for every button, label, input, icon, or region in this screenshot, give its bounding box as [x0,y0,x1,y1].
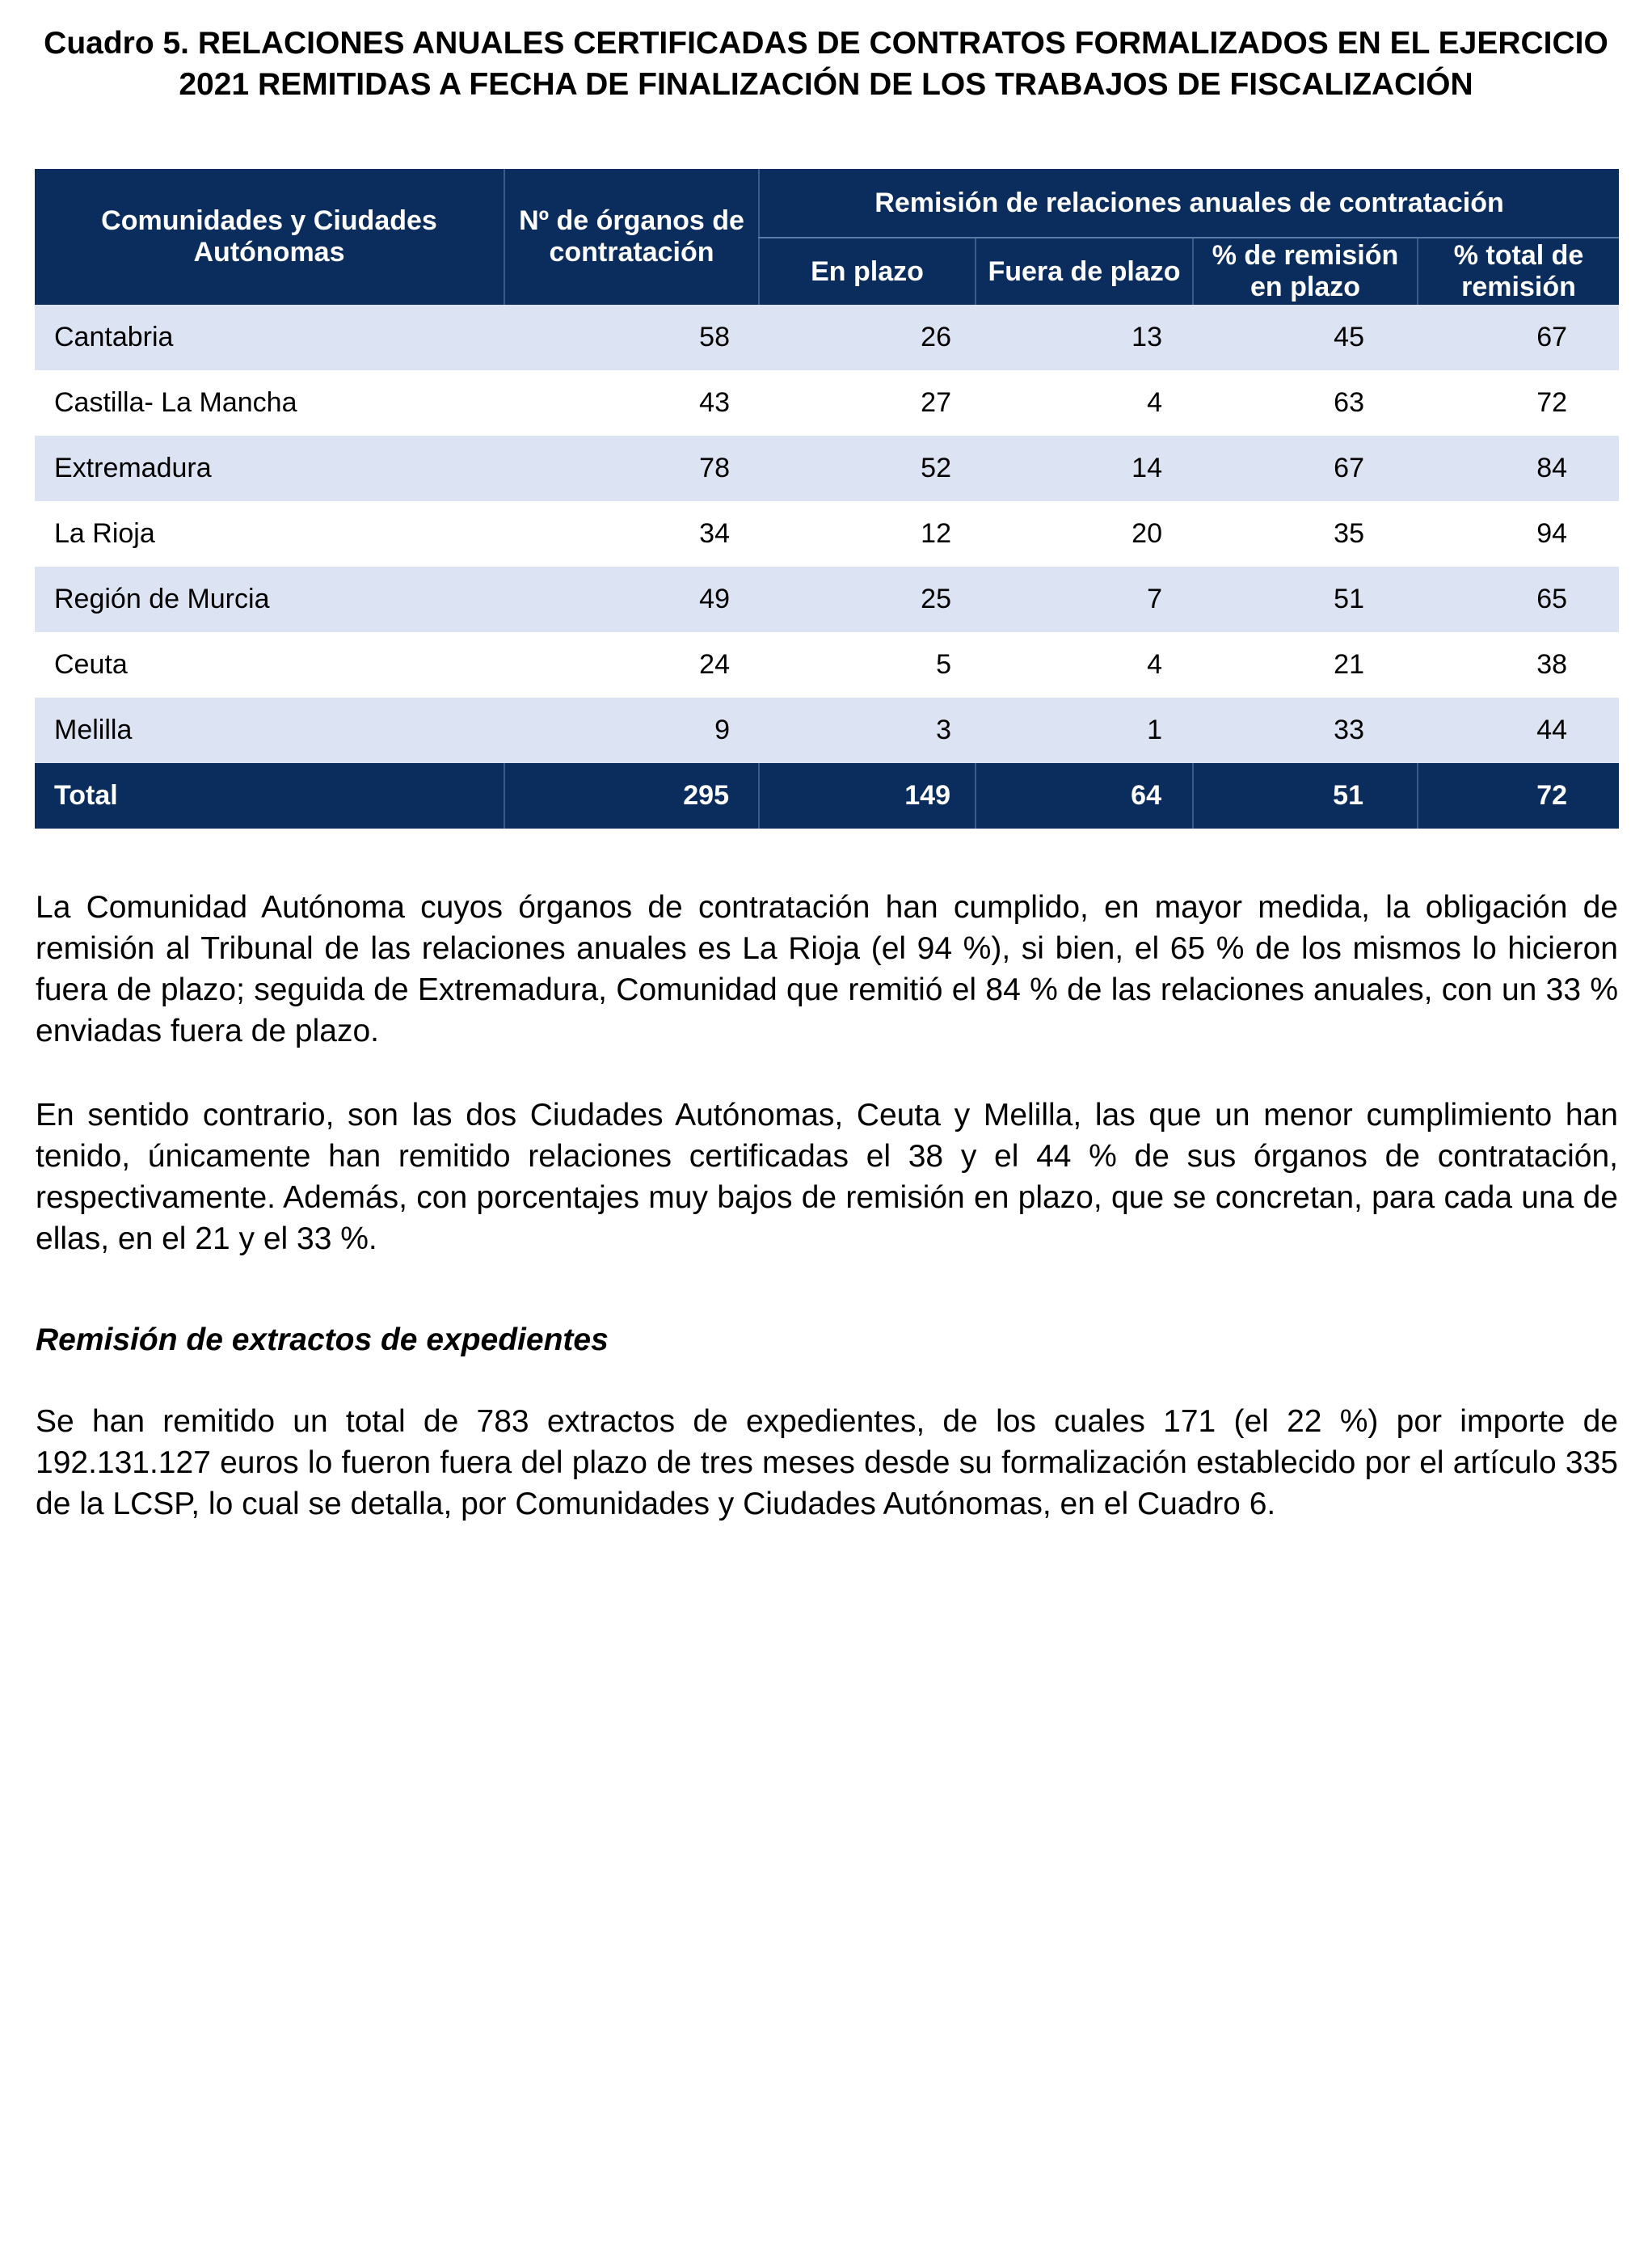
cell-en-plazo: 52 [759,436,976,501]
cell-organos: 78 [504,436,759,501]
cell-pct-plazo: 51 [1193,567,1418,632]
cell-organos: 43 [504,370,759,436]
cell-fuera-plazo: 13 [976,305,1193,370]
cell-en-plazo: 5 [759,632,976,698]
cell-pct-total: 65 [1418,567,1619,632]
cell-en-plazo: 25 [759,567,976,632]
cell-fuera-plazo: 4 [976,632,1193,698]
cell-pct-total: 67 [1418,305,1619,370]
cell-fuera-plazo: 20 [976,501,1193,567]
header-comunidades: Comunidades y Ciudades Autónomas [35,169,504,305]
row-name: La Rioja [35,501,504,567]
total-fuera-plazo: 64 [976,763,1193,829]
total-pct-plazo: 51 [1193,763,1418,829]
cell-pct-total: 44 [1418,698,1619,763]
cell-pct-plazo: 35 [1193,501,1418,567]
table-row [35,567,1619,632]
table-title: Cuadro 5. RELACIONES ANUALES CERTIFICADAS DE CONTRATOS FORMALIZADOS EN EL EJERCICIO 2021 REMITIDAS A FECHA DE FINALIZACIÓN DE LOS TRABAJOS DE FISCALIZACIÓN [44,26,1608,102]
cell-pct-total: 94 [1418,501,1619,567]
cell-fuera-plazo: 14 [976,436,1193,501]
cell-pct-total: 72 [1418,370,1619,436]
row-name: Extremadura [35,436,504,501]
cell-en-plazo: 3 [759,698,976,763]
row-name: Melilla [35,698,504,763]
cell-en-plazo: 27 [759,370,976,436]
cell-fuera-plazo: 1 [976,698,1193,763]
total-en-plazo: 149 [759,763,976,829]
cell-pct-plazo: 45 [1193,305,1418,370]
header-pct-plazo: % de remisión en plazo [1193,238,1418,305]
section-heading: Remisión de extractos de expedientes [36,1322,609,1357]
cell-organos: 49 [504,567,759,632]
cell-pct-total: 84 [1418,436,1619,501]
header-organos: Nº de órganos de contratación [504,169,759,305]
cell-organos: 9 [504,698,759,763]
contracts-table [35,169,1619,829]
cell-pct-total: 38 [1418,632,1619,698]
paragraph-la-rioja: La Comunidad Autónoma cuyos órganos de contratación han cumplido, en mayor medida, la obligación de remisión al Tribunal de las relaciones anuales es La Rioja (el 94 %), si bien, el 65 % de los mismos lo hicieron fuera de plazo; seguida de Extremadura, Comunidad que remitió el 84 % de las relaciones anuales, con un 33 % enviadas fuera de plazo. [36,890,1618,1048]
cell-en-plazo: 26 [759,305,976,370]
table-total-row [35,763,1619,829]
row-name: Región de Murcia [35,567,504,632]
cell-pct-plazo: 67 [1193,436,1418,501]
cell-pct-plazo: 33 [1193,698,1418,763]
header-remision-group: Remisión de relaciones anuales de contratación [759,169,1619,238]
header-en-plazo: En plazo [759,238,976,305]
table-row [35,305,1619,370]
cell-en-plazo: 12 [759,501,976,567]
cell-fuera-plazo: 4 [976,370,1193,436]
total-pct-total: 72 [1418,763,1619,829]
cell-organos: 34 [504,501,759,567]
cell-pct-plazo: 21 [1193,632,1418,698]
paragraph-ceuta-melilla: En sentido contrario, son las dos Ciudades Autónomas, Ceuta y Melilla, las que un menor cumplimiento han tenido, únicamente han remitido relaciones certificadas el 38 y el 44 % de sus órganos de contratación, respectivamente. Además, con porcentajes muy bajos de remisión en plazo, que se concretan, para cada una de ellas, en el 21 y el 33 %. [36,1098,1618,1256]
cell-organos: 58 [504,305,759,370]
table-row [35,436,1619,501]
paragraph-extractos: Se han remitido un total de 783 extractos de expedientes, de los cuales 171 (el 22 %) por importe de 192.131.127 euros lo fueron fuera del plazo de tres meses desde su formalización establecido por el artículo 335 de la LCSP, lo cual se detalla, por Comunidades y Ciudades Autónomas, en el Cuadro 6. [36,1404,1618,1521]
total-organos: 295 [504,763,759,829]
table-row [35,370,1619,436]
row-name: Castilla- La Mancha [35,370,504,436]
header-fuera-plazo: Fuera de plazo [976,238,1193,305]
cell-fuera-plazo: 7 [976,567,1193,632]
cell-organos: 24 [504,632,759,698]
total-label: Total [35,763,504,829]
row-name: Ceuta [35,632,504,698]
cell-pct-plazo: 63 [1193,370,1418,436]
table-row [35,698,1619,763]
row-name: Cantabria [35,305,504,370]
table-row [35,501,1619,567]
header-pct-total: % total de remisión [1418,238,1619,305]
table-row [35,632,1619,698]
